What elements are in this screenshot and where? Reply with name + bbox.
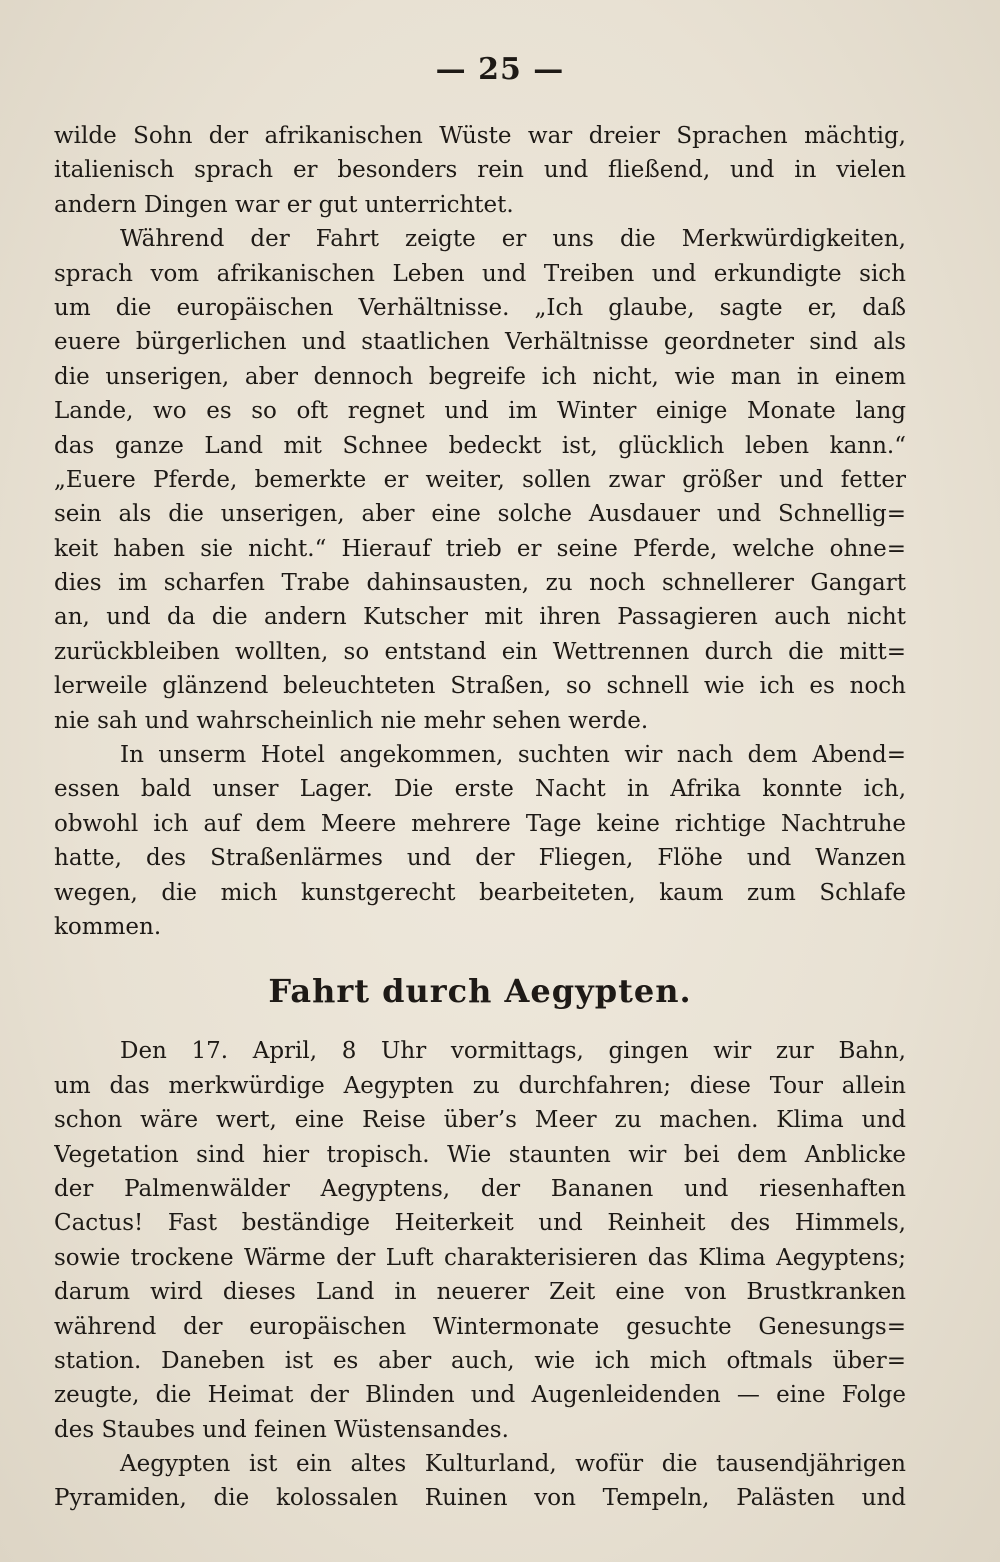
text-line: darum wird dieses Land in neuerer Zeit eine von Brustkranken <box>54 1279 906 1306</box>
page-number: — 25 — <box>435 52 565 87</box>
text-line: der Palmenwälder Aegyptens, der Bananen und riesenhaften <box>54 1175 906 1202</box>
text-line: obwohl ich auf dem Meere mehrere Tage keine richtige Nachtruhe <box>54 810 906 837</box>
text-line: euere bürgerlichen und staatlichen Verhältnisse geordneter sind als <box>54 329 906 356</box>
text-line: essen bald unser Lager. Die erste Nacht in Afrika konnte ich, <box>54 776 906 803</box>
text-line: Den 17. April, 8 Uhr vormittags, gingen wir zur Bahn, <box>120 1038 906 1065</box>
text-line: während der europäischen Wintermonate gesuchte Genesungs= <box>54 1313 906 1340</box>
text-body <box>54 119 906 1516</box>
text-line: nie sah und wahrscheinlich nie mehr sehen werde. <box>54 707 649 734</box>
text-line: Vegetation sind hier tropisch. Wie staunten wir bei dem Anblicke <box>54 1141 906 1168</box>
text-line: dies im scharfen Trabe dahinsausten, zu noch schnellerer Gangart <box>54 570 906 597</box>
text-line: Lande, wo es so oft regnet und im Winter einige Monate lang <box>54 398 906 425</box>
text-line: um die europäischen Verhältnisse. „Ich glaube, sagte er, daß <box>54 294 906 321</box>
text-line: sein als die unserigen, aber eine solche Ausdauer und Schnellig= <box>54 501 906 528</box>
text-line: Aegypten ist ein altes Kulturland, wofür die tausendjährigen <box>120 1451 906 1478</box>
text-line: wegen, die mich kunstgerecht bearbeiteten, kaum zum Schlafe <box>54 879 906 906</box>
text-line: schon wäre wert, eine Reise über’s Meer zu machen. Klima und <box>54 1107 906 1134</box>
text-line: lerweile glänzend beleuchteten Straßen, so schnell wie ich es noch <box>54 673 906 700</box>
text-line: Cactus! Fast beständige Heiterkeit und Reinheit des Himmels, <box>54 1210 906 1237</box>
text-line: hatte, des Straßenlärmes und der Fliegen, Flöhe und Wanzen <box>54 845 906 872</box>
text-line: andern Dingen war er gut unterrichtet. <box>54 191 514 218</box>
text-line: keit haben sie nicht.“ Hierauf trieb er seine Pferde, welche ohne= <box>54 535 906 562</box>
text-line: sprach vom afrikanischen Leben und Treiben und erkundigte sich <box>54 260 906 287</box>
text-line: In unserm Hotel angekommen, suchten wir nach dem Abend= <box>120 742 906 769</box>
text-line: um das merkwürdige Aegypten zu durchfahren; diese Tour allein <box>54 1072 906 1099</box>
text-line: zeugte, die Heimat der Blinden und Augenleidenden — eine Folge <box>54 1382 906 1409</box>
text-line: italienisch sprach er besonders rein und fließend, und in vielen <box>54 157 906 184</box>
text-line: Pyramiden, die kolossalen Ruinen von Tempeln, Palästen und <box>54 1485 906 1512</box>
text-line: das ganze Land mit Schnee bedeckt ist, glücklich leben kann.“ <box>54 432 906 459</box>
text-line: wilde Sohn der afrikanischen Wüste war dreier Sprachen mächtig, <box>54 123 906 149</box>
text-line: Während der Fahrt zeigte er uns die Merkwürdigkeiten, <box>120 226 906 253</box>
text-line: des Staubes und feinen Wüstensandes. <box>54 1416 509 1443</box>
text-line: station. Daneben ist es aber auch, wie ich mich oftmals über= <box>54 1347 906 1374</box>
text-line: „Euere Pferde, bemerkte er weiter, sollen zwar größer und fetter <box>54 466 906 493</box>
text-line: kommen. <box>54 913 162 940</box>
text-line: die unserigen, aber dennoch begreife ich nicht, wie man in einem <box>54 363 906 390</box>
text-line: zurückbleiben wollten, so entstand ein Wettrennen durch die mitt= <box>54 638 906 665</box>
text-line: an, und da die andern Kutscher mit ihren Passagieren auch nicht <box>54 604 906 631</box>
text-line: sowie trockene Wärme der Luft charakterisieren das Klima Aegyptens; <box>54 1244 906 1271</box>
section-heading: Fahrt durch Aegypten. <box>268 972 692 1011</box>
